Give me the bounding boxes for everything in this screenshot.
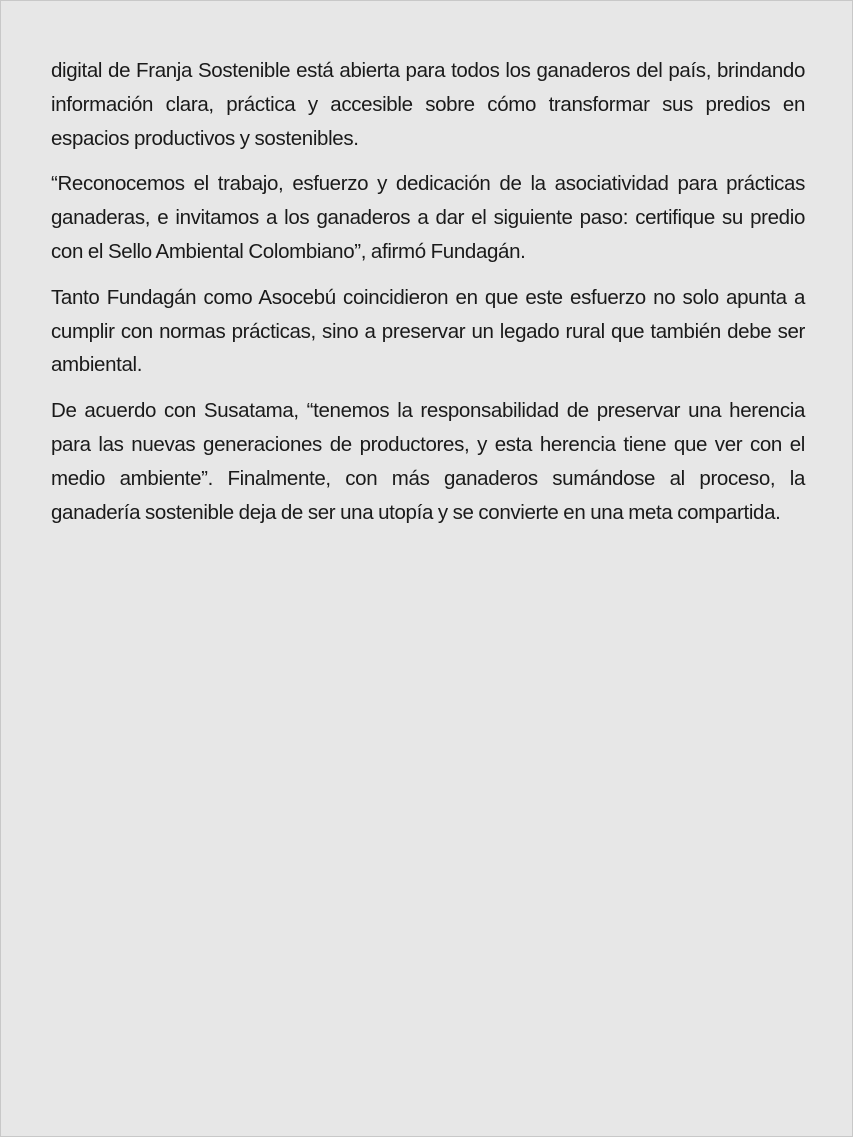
paragraph-1: digital de Franja Sostenible está abierta para todos los ganaderos del país, brindando información clara, práctica y accesible sobre cómo transformar sus predios en espacios productivos y sostenibles. — [51, 59, 805, 150]
paragraph-3: Tanto Fundagán como Asocebú coincidieron en que este esfuerzo no solo apunta a cumplir con normas prácticas, sino a preservar un legado rural que también debe ser ambiental. — [51, 285, 805, 377]
paragraph-4: De acuerdo con Susatama, “tenemos la responsabilidad de preservar una herencia para las nuevas generaciones de productores, y esta herencia tiene que ver con el medio ambiente”. Finalmente, con más ganaderos sumándose al proceso, la ganadería sostenible deja de ser una utopía y se convierte en una meta compartida. — [51, 399, 805, 524]
document-body — [51, 54, 805, 541]
paragraph-2: “Reconocemos el trabajo, esfuerzo y dedicación de la asociatividad para prácticas ganaderas, e invitamos a los ganaderos a dar el siguiente paso: certifique su predio con el Sello Ambiental Colombiano”, afirmó Fundagán. — [51, 172, 805, 263]
